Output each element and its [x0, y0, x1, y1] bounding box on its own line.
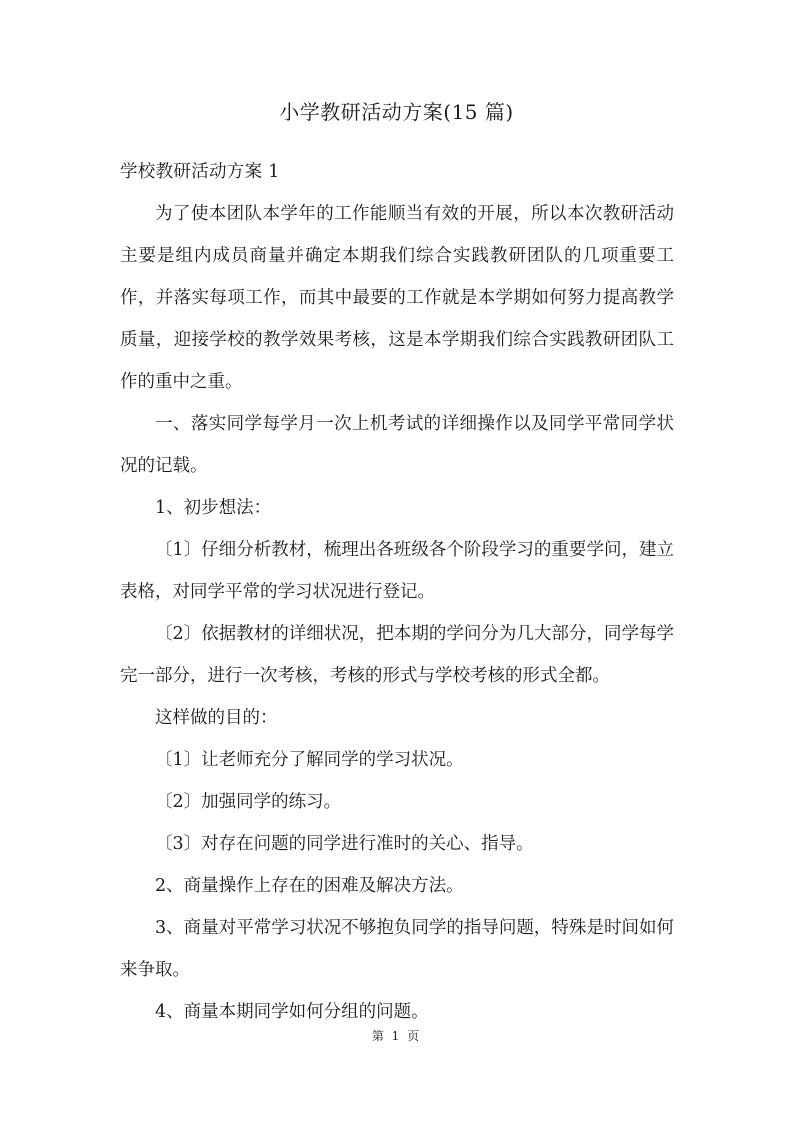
paragraph-intro: 为了使本团队本学年的工作能顺当有效的开展，所以本次教研活动主要是组内成员商量并确定本期我们综合实践教研团队的几项重要工作，并落实每项工作，而其中最要的工作就是本学期如何努力提高教学质量，迎接学校的教学效果考核，这是本学期我们综合实践教研团队工作的重中之重。 — [120, 204, 674, 392]
section-heading: 学校教研活动方案 1 — [120, 162, 280, 182]
document-body — [120, 151, 674, 1033]
paragraph-purpose-1: 〔1〕让老师充分了解同学的学习状况。 — [155, 750, 464, 770]
paragraph-purpose-3: 〔3〕对存在问题的同学进行准时的关心、指导。 — [155, 834, 534, 854]
paragraph-initial-ideas: 1、初步想法： — [155, 498, 272, 518]
paragraph-purpose: 这样做的目的： — [155, 708, 278, 728]
paragraph-idea-2: 〔2〕依据教材的详细状况，把本期的学问分为几大部分，同学每学完一部分，进行一次考核，考核的形式与学校考核的形式全都。 — [120, 624, 674, 686]
paragraph-item-one: 一、落实同学每学月一次上机考试的详细操作以及同学平常同学状况的记载。 — [120, 414, 674, 476]
paragraph-item-4: 4、商量本期同学如何分组的问题。 — [155, 1002, 429, 1022]
document-title: 小学教研活动方案(15 篇) — [279, 100, 514, 124]
page-number: 第 1 页 — [371, 1029, 422, 1043]
paragraph-purpose-2: 〔2〕加强同学的练习。 — [155, 792, 342, 812]
paragraph-item-3: 3、商量对平常学习状况不够抱负同学的指导问题，特殊是时间如何来争取。 — [120, 918, 674, 980]
paragraph-idea-1: 〔1〕仔细分析教材，梳理出各班级各个阶段学习的重要学问，建立表格，对同学平常的学习状况进行登记。 — [120, 540, 674, 602]
paragraph-item-2: 2、商量操作上存在的困难及解决方法。 — [155, 876, 464, 896]
